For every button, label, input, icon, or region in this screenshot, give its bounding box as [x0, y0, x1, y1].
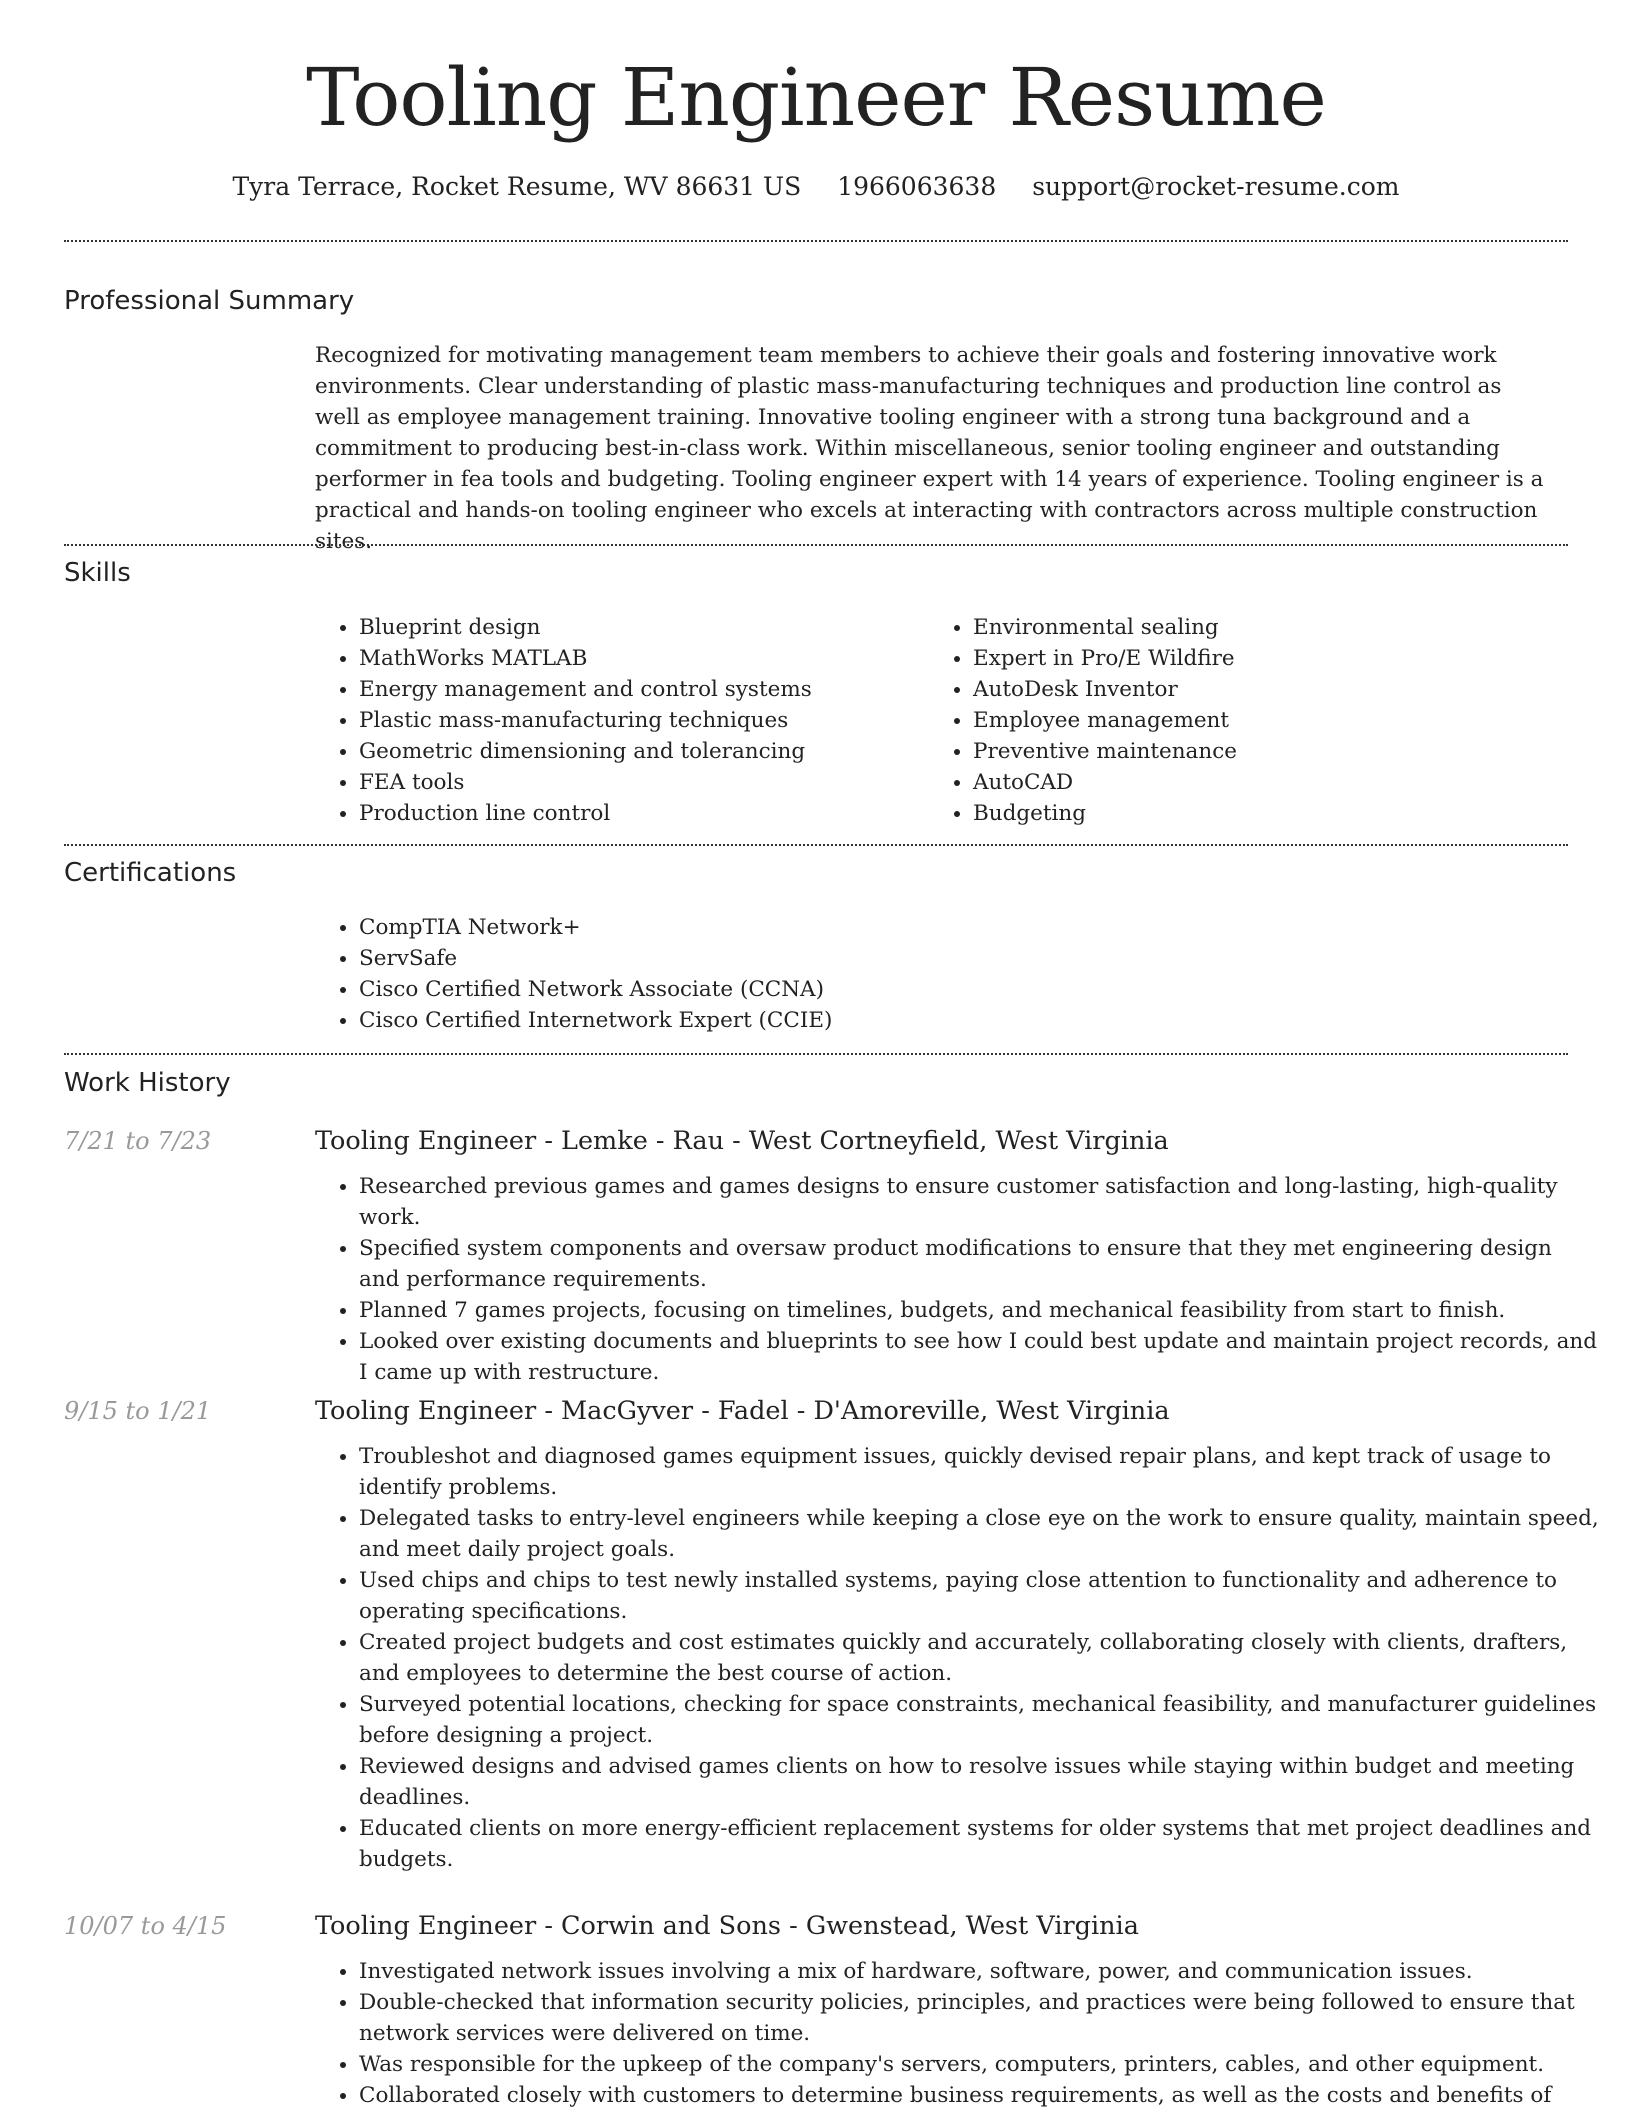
job-dates: 7/21 to 7/23: [64, 1127, 212, 1155]
job-bullets: [315, 1956, 1599, 2111]
skill-item: • Blueprint design: [359, 612, 959, 643]
job-bullet: • Looked over existing documents and blueprints to see how I could best update and maintain project records, and I came up with restructure.: [359, 1326, 1599, 1388]
certification-item: • ServSafe: [359, 943, 1259, 974]
skills-heading: Skills: [64, 558, 131, 588]
skill-item: • Budgeting: [973, 798, 1573, 829]
job-title: Tooling Engineer - Corwin and Sons - Gwenstead, West Virginia: [315, 1911, 1139, 1941]
job-bullet: • Planned 7 games projects, focusing on timelines, budgets, and mechanical feasibility from start to finish.: [359, 1295, 1599, 1326]
skill-item: • Production line control: [359, 798, 959, 829]
job-bullet: • Educated clients on more energy-efficient replacement systems for older systems that met project deadlines and budgets.: [359, 1813, 1599, 1875]
job-bullet: • Investigated network issues involving a mix of hardware, software, power, and communication issues.: [359, 1956, 1599, 1987]
job-bullet: • Used chips and chips to test newly installed systems, paying close attention to functionality and adherence to operating specifications.: [359, 1565, 1599, 1627]
contact-address: Tyra Terrace, Rocket Resume, WV 86631 US: [232, 172, 802, 201]
job-bullets: [315, 1171, 1599, 1388]
section-divider: [64, 844, 1568, 846]
job-bullet: • Researched previous games and games designs to ensure customer satisfaction and long-lasting, high-quality work.: [359, 1171, 1599, 1233]
certification-item: • Cisco Certified Internetwork Expert (CCIE): [359, 1005, 1259, 1036]
skill-item: • Environmental sealing: [973, 612, 1573, 643]
section-divider: [64, 240, 1568, 242]
job-dates: 10/07 to 4/15: [64, 1912, 227, 1940]
skill-item: • Expert in Pro/E Wildfire: [973, 643, 1573, 674]
skill-item: • Energy management and control systems: [359, 674, 959, 705]
certification-item: • CompTIA Network+: [359, 912, 1259, 943]
job-bullet: • Surveyed potential locations, checking for space constraints, mechanical feasibility, and manufacturer guidelines before designing a project.: [359, 1689, 1599, 1751]
summary-heading: Professional Summary: [64, 286, 355, 316]
job-bullet: • Specified system components and oversaw product modifications to ensure that they met engineering design and performance requirements.: [359, 1233, 1599, 1295]
skill-item: • Preventive maintenance: [973, 736, 1573, 767]
work-history-heading: Work History: [64, 1068, 231, 1098]
job-dates: 9/15 to 1/21: [64, 1397, 212, 1425]
certifications-list: [315, 912, 1259, 1036]
summary-text: Recognized for motivating management team members to achieve their goals and fostering innovative work environments. Clear understanding of plastic mass-manufacturing techniques and production line control as well as employee management training. Innovative tooling engineer with a strong tuna background and a commitment to producing best-in-class work. Within miscellaneous, senior tooling engineer and outstanding performer in fea tools and budgeting. Tooling engineer expert with 14 years of experience. Tooling engineer is a practical and hands-on tooling engineer who excels at interacting with contractors across multiple construction sites.: [315, 343, 1544, 554]
skill-item: • AutoDesk Inventor: [973, 674, 1573, 705]
job-bullet: • Collaborated closely with customers to determine business requirements, as well as the costs and benefits of: [359, 2080, 1599, 2111]
job-bullet: • Delegated tasks to entry-level engineers while keeping a close eye on the work to ensure quality, maintain speed, and meet daily project goals.: [359, 1503, 1599, 1565]
skill-item: • FEA tools: [359, 767, 959, 798]
skill-item: • MathWorks MATLAB: [359, 643, 959, 674]
job-bullet: • Was responsible for the upkeep of the company's servers, computers, printers, cables, and other equipment.: [359, 2049, 1599, 2080]
section-divider: [64, 1053, 1568, 1055]
contact-email: support@rocket-resume.com: [1032, 172, 1400, 201]
skill-item: • Employee management: [973, 705, 1573, 736]
job-title: Tooling Engineer - Lemke - Rau - West Cortneyfield, West Virginia: [315, 1126, 1169, 1156]
skill-item: • Plastic mass-manufacturing techniques: [359, 705, 959, 736]
certification-item: • Cisco Certified Network Associate (CCNA): [359, 974, 1259, 1005]
contact-phone: 1966063638: [837, 172, 997, 201]
skill-item: • Geometric dimensioning and tolerancing: [359, 736, 959, 767]
skills-list-left: [315, 612, 959, 829]
skills-list-right: [929, 612, 1573, 829]
contact-line: [0, 170, 1632, 204]
job-bullet: • Created project budgets and cost estimates quickly and accurately, collaborating closely with clients, drafters, and employees to determine the best course of action.: [359, 1627, 1599, 1689]
section-divider: [64, 544, 1568, 546]
job-bullet: • Reviewed designs and advised games clients on how to resolve issues while staying within budget and meeting deadlines.: [359, 1751, 1599, 1813]
job-bullet: • Troubleshot and diagnosed games equipment issues, quickly devised repair plans, and kept track of usage to identify problems.: [359, 1441, 1599, 1503]
skill-item: • AutoCAD: [973, 767, 1573, 798]
job-bullets: [315, 1441, 1599, 1875]
resume-title: Tooling Engineer Resume: [306, 51, 1326, 144]
job-bullet: • Double-checked that information security policies, principles, and practices were being followed to ensure that network services were delivered on time.: [359, 1987, 1599, 2049]
certifications-heading: Certifications: [64, 858, 237, 888]
job-title: Tooling Engineer - MacGyver - Fadel - D'Amoreville, West Virginia: [315, 1396, 1170, 1426]
